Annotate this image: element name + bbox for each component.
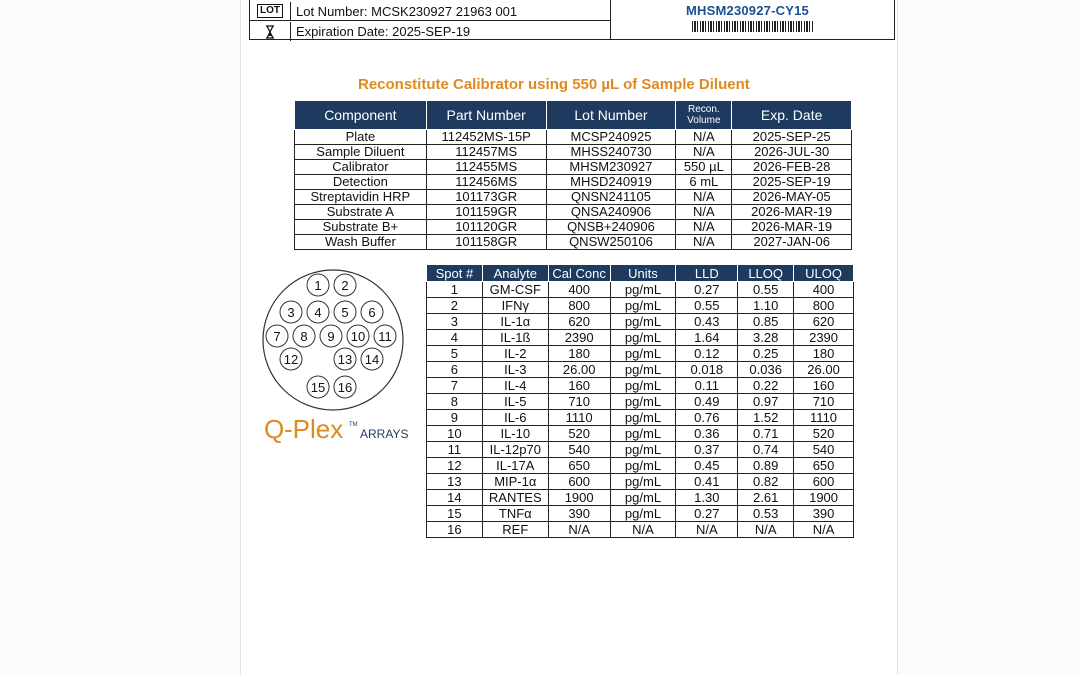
cell-lloq: 0.22	[738, 378, 794, 394]
cell-lot-number: QNSN241105	[546, 190, 676, 205]
spot-label: 10	[350, 329, 366, 344]
cell-units: pg/mL	[610, 490, 676, 506]
cell-cal-conc: 400	[548, 282, 610, 298]
component-row	[295, 160, 852, 175]
spot-label: 16	[337, 380, 353, 395]
cell-exp-date: 2025-SEP-25	[732, 130, 852, 145]
spot-row	[427, 490, 854, 506]
cell-component: Substrate A	[295, 205, 427, 220]
cell-part-number: 112456MS	[426, 175, 546, 190]
spot-label: 11	[378, 329, 392, 344]
cell-spot-number: 7	[427, 378, 483, 394]
cell-lloq: 0.85	[738, 314, 794, 330]
col-uloq: ULOQ	[794, 265, 854, 282]
component-row	[295, 190, 852, 205]
cell-part-number: 112455MS	[426, 160, 546, 175]
component-row	[295, 220, 852, 235]
cell-recon-volume: N/A	[676, 235, 732, 250]
cell-analyte: IL-3	[482, 362, 548, 378]
cell-part-number: 112457MS	[426, 145, 546, 160]
cell-lld: 0.27	[676, 506, 738, 522]
cell-lld: 0.018	[676, 362, 738, 378]
cell-lld: 0.36	[676, 426, 738, 442]
cell-cal-conc: 2390	[548, 330, 610, 346]
cell-lloq: 0.53	[738, 506, 794, 522]
right-margin	[896, 0, 1080, 675]
cell-cal-conc: 160	[548, 378, 610, 394]
cell-part-number: 101120GR	[426, 220, 546, 235]
cell-lloq: 0.82	[738, 474, 794, 490]
col-component: Component	[295, 101, 427, 130]
component-row	[295, 145, 852, 160]
cell-cal-conc: 710	[548, 394, 610, 410]
cell-lot-number: MHSS240730	[546, 145, 676, 160]
cell-spot-number: 14	[427, 490, 483, 506]
col-lld: LLD	[676, 265, 738, 282]
spot-label: 14	[364, 352, 380, 367]
cell-units: pg/mL	[610, 314, 676, 330]
cell-lld: 0.76	[676, 410, 738, 426]
cell-lot-number: MHSD240919	[546, 175, 676, 190]
logo-tm: TM	[349, 422, 358, 428]
components-header-row	[295, 101, 852, 130]
cell-uloq: 390	[794, 506, 854, 522]
reconstitution-title: Reconstitute Calibrator using 550 µL of Sample Diluent	[358, 76, 750, 93]
cell-lot-number: QNSA240906	[546, 205, 676, 220]
spot-label: 13	[337, 352, 353, 367]
cell-uloq: 1900	[794, 490, 854, 506]
cell-lot-number: QNSW250106	[546, 235, 676, 250]
col-cal-conc: Cal Conc	[548, 265, 610, 282]
cell-part-number: 101159GR	[426, 205, 546, 220]
barcode	[692, 21, 814, 32]
spot-row	[427, 394, 854, 410]
cell-spot-number: 16	[427, 522, 483, 538]
spot-row	[427, 442, 854, 458]
cell-lld: 0.37	[676, 442, 738, 458]
cell-units: pg/mL	[610, 410, 676, 426]
cell-lloq: 2.61	[738, 490, 794, 506]
lot-number-row	[250, 2, 610, 21]
cell-lld: 0.12	[676, 346, 738, 362]
cell-lloq: N/A	[738, 522, 794, 538]
cell-units: N/A	[610, 522, 676, 538]
cell-recon-volume: N/A	[676, 220, 732, 235]
cell-part-number: 101158GR	[426, 235, 546, 250]
cell-uloq: 520	[794, 426, 854, 442]
cell-lot-number: MHSM230927	[546, 160, 676, 175]
col-units: Units	[610, 265, 676, 282]
plate-well-diagram	[258, 268, 408, 412]
cell-analyte: IL-12p70	[482, 442, 548, 458]
cell-units: pg/mL	[610, 442, 676, 458]
analyte-spots-table	[426, 264, 854, 538]
cell-exp-date: 2026-FEB-28	[732, 160, 852, 175]
spot-row	[427, 314, 854, 330]
cell-analyte: IFNγ	[482, 298, 548, 314]
spot-label: 6	[368, 305, 376, 320]
cell-spot-number: 8	[427, 394, 483, 410]
cell-cal-conc: 1900	[548, 490, 610, 506]
spot-row	[427, 330, 854, 346]
cell-recon-volume: N/A	[676, 190, 732, 205]
spot-label: 12	[283, 352, 299, 367]
lot-icon	[250, 2, 291, 20]
cell-lld: 1.64	[676, 330, 738, 346]
spot-label: 4	[314, 305, 322, 320]
cell-analyte: MIP-1α	[482, 474, 548, 490]
cell-analyte: IL-1ß	[482, 330, 548, 346]
cell-uloq: 180	[794, 346, 854, 362]
cell-lloq: 0.89	[738, 458, 794, 474]
cell-cal-conc: 600	[548, 474, 610, 490]
cell-spot-number: 13	[427, 474, 483, 490]
cell-uloq: 1110	[794, 410, 854, 426]
spot-row	[427, 410, 854, 426]
col-lloq: LLOQ	[738, 265, 794, 282]
cell-lld: 0.43	[676, 314, 738, 330]
lot-badge: LOT	[257, 4, 283, 18]
col-lot-number: Lot Number	[546, 101, 676, 130]
cell-cal-conc: 180	[548, 346, 610, 362]
spot-label: 5	[341, 305, 349, 320]
cell-uloq: 710	[794, 394, 854, 410]
cell-analyte: IL-2	[482, 346, 548, 362]
cell-units: pg/mL	[610, 362, 676, 378]
cell-lld: 0.11	[676, 378, 738, 394]
cell-units: pg/mL	[610, 394, 676, 410]
cell-spot-number: 3	[427, 314, 483, 330]
components-table	[294, 100, 852, 250]
cell-uloq: 26.00	[794, 362, 854, 378]
cell-units: pg/mL	[610, 458, 676, 474]
cell-lloq: 0.74	[738, 442, 794, 458]
cell-units: pg/mL	[610, 346, 676, 362]
cell-lloq: 1.52	[738, 410, 794, 426]
spot-row	[427, 426, 854, 442]
cell-exp-date: 2026-MAR-19	[732, 205, 852, 220]
cell-recon-volume: N/A	[676, 130, 732, 145]
cell-component: Plate	[295, 130, 427, 145]
cell-uloq: 2390	[794, 330, 854, 346]
cell-cal-conc: 540	[548, 442, 610, 458]
expiration-date: Expiration Date: 2025-SEP-19	[296, 24, 471, 39]
cell-exp-date: 2025-SEP-19	[732, 175, 852, 190]
cell-lloq: 0.036	[738, 362, 794, 378]
cell-analyte: GM-CSF	[482, 282, 548, 298]
spot-label: 8	[300, 329, 308, 344]
cell-part-number: 112452MS-15P	[426, 130, 546, 145]
spot-row	[427, 474, 854, 490]
cell-spot-number: 6	[427, 362, 483, 378]
spot-label: 15	[310, 380, 326, 395]
logo-q: Q	[264, 414, 285, 444]
cell-uloq: 800	[794, 298, 854, 314]
cell-units: pg/mL	[610, 330, 676, 346]
cell-uloq: 400	[794, 282, 854, 298]
col-recon-volume: Recon. Volume	[676, 101, 732, 130]
cell-cal-conc: 26.00	[548, 362, 610, 378]
cell-lloq: 0.25	[738, 346, 794, 362]
cell-lot-number: MCSP240925	[546, 130, 676, 145]
cell-analyte: IL-10	[482, 426, 548, 442]
cell-spot-number: 2	[427, 298, 483, 314]
cell-cal-conc: 800	[548, 298, 610, 314]
cell-exp-date: 2026-JUL-30	[732, 145, 852, 160]
spot-row	[427, 458, 854, 474]
expiration-row	[250, 22, 610, 41]
cell-analyte: IL-4	[482, 378, 548, 394]
cell-analyte: TNFα	[482, 506, 548, 522]
label-header	[249, 0, 895, 40]
spot-row	[427, 362, 854, 378]
cell-lld: 0.45	[676, 458, 738, 474]
cell-analyte: REF	[482, 522, 548, 538]
cell-part-number: 101173GR	[426, 190, 546, 205]
cell-spot-number: 10	[427, 426, 483, 442]
cell-spot-number: 15	[427, 506, 483, 522]
cell-component: Calibrator	[295, 160, 427, 175]
col-exp-date: Exp. Date	[732, 101, 852, 130]
qplex-logo	[264, 410, 424, 446]
spot-row	[427, 506, 854, 522]
left-margin	[0, 0, 240, 675]
cell-uloq: 650	[794, 458, 854, 474]
cell-spot-number: 5	[427, 346, 483, 362]
cell-recon-volume: N/A	[676, 145, 732, 160]
cell-units: pg/mL	[610, 426, 676, 442]
hourglass-icon	[250, 22, 291, 41]
cell-lloq: 3.28	[738, 330, 794, 346]
cell-lot-number: QNSB+240906	[546, 220, 676, 235]
cell-analyte: IL-1α	[482, 314, 548, 330]
cell-units: pg/mL	[610, 506, 676, 522]
spot-row	[427, 346, 854, 362]
cell-lloq: 0.97	[738, 394, 794, 410]
product-id: MHSM230927-CY15	[686, 3, 809, 18]
spot-label: 9	[327, 329, 335, 344]
cell-cal-conc: N/A	[548, 522, 610, 538]
logo-arrays: ARRAYS	[360, 427, 409, 441]
cell-component: Substrate B+	[295, 220, 427, 235]
cell-recon-volume: 550 µL	[676, 160, 732, 175]
component-row	[295, 175, 852, 190]
cell-units: pg/mL	[610, 474, 676, 490]
cell-component: Detection	[295, 175, 427, 190]
cell-uloq: N/A	[794, 522, 854, 538]
component-row	[295, 130, 852, 145]
cell-component: Streptavidin HRP	[295, 190, 427, 205]
cell-exp-date: 2027-JAN-06	[732, 235, 852, 250]
lot-number: Lot Number: MCSK230927 21963 001	[296, 4, 518, 19]
col-analyte: Analyte	[482, 265, 548, 282]
component-row	[295, 235, 852, 250]
cell-lld: 0.41	[676, 474, 738, 490]
cell-cal-conc: 1110	[548, 410, 610, 426]
cell-analyte: IL-6	[482, 410, 548, 426]
cell-component: Wash Buffer	[295, 235, 427, 250]
cell-spot-number: 11	[427, 442, 483, 458]
cell-recon-volume: 6 mL	[676, 175, 732, 190]
cell-uloq: 540	[794, 442, 854, 458]
cell-lloq: 0.71	[738, 426, 794, 442]
spot-row	[427, 282, 854, 298]
spot-label: 2	[341, 278, 349, 293]
spot-label: 3	[287, 305, 295, 320]
cell-component: Sample Diluent	[295, 145, 427, 160]
cell-exp-date: 2026-MAR-19	[732, 220, 852, 235]
col-spot-number: Spot #	[427, 265, 483, 282]
spots-header-row	[427, 265, 854, 282]
lot-info-block	[250, 0, 611, 40]
spot-label: 1	[314, 278, 322, 293]
cell-recon-volume: N/A	[676, 205, 732, 220]
cell-analyte: IL-17A	[482, 458, 548, 474]
cell-lld: N/A	[676, 522, 738, 538]
cell-units: pg/mL	[610, 378, 676, 394]
cell-cal-conc: 620	[548, 314, 610, 330]
cell-spot-number: 1	[427, 282, 483, 298]
cell-cal-conc: 650	[548, 458, 610, 474]
cell-cal-conc: 390	[548, 506, 610, 522]
cell-uloq: 600	[794, 474, 854, 490]
cell-lloq: 0.55	[738, 282, 794, 298]
cell-units: pg/mL	[610, 282, 676, 298]
cell-spot-number: 4	[427, 330, 483, 346]
cell-uloq: 620	[794, 314, 854, 330]
cell-analyte: IL-5	[482, 394, 548, 410]
cell-units: pg/mL	[610, 298, 676, 314]
spot-row	[427, 298, 854, 314]
logo-brand: -Plex	[284, 414, 344, 444]
cell-lld: 1.30	[676, 490, 738, 506]
cell-spot-number: 12	[427, 458, 483, 474]
spot-label: 7	[273, 329, 281, 344]
col-part-number: Part Number	[426, 101, 546, 130]
spot-row	[427, 378, 854, 394]
cell-lld: 0.27	[676, 282, 738, 298]
cell-analyte: RANTES	[482, 490, 548, 506]
component-row	[295, 205, 852, 220]
cell-spot-number: 9	[427, 410, 483, 426]
cell-lld: 0.49	[676, 394, 738, 410]
cell-exp-date: 2026-MAY-05	[732, 190, 852, 205]
cell-lld: 0.55	[676, 298, 738, 314]
cell-cal-conc: 520	[548, 426, 610, 442]
spot-row	[427, 522, 854, 538]
cell-lloq: 1.10	[738, 298, 794, 314]
cell-uloq: 160	[794, 378, 854, 394]
